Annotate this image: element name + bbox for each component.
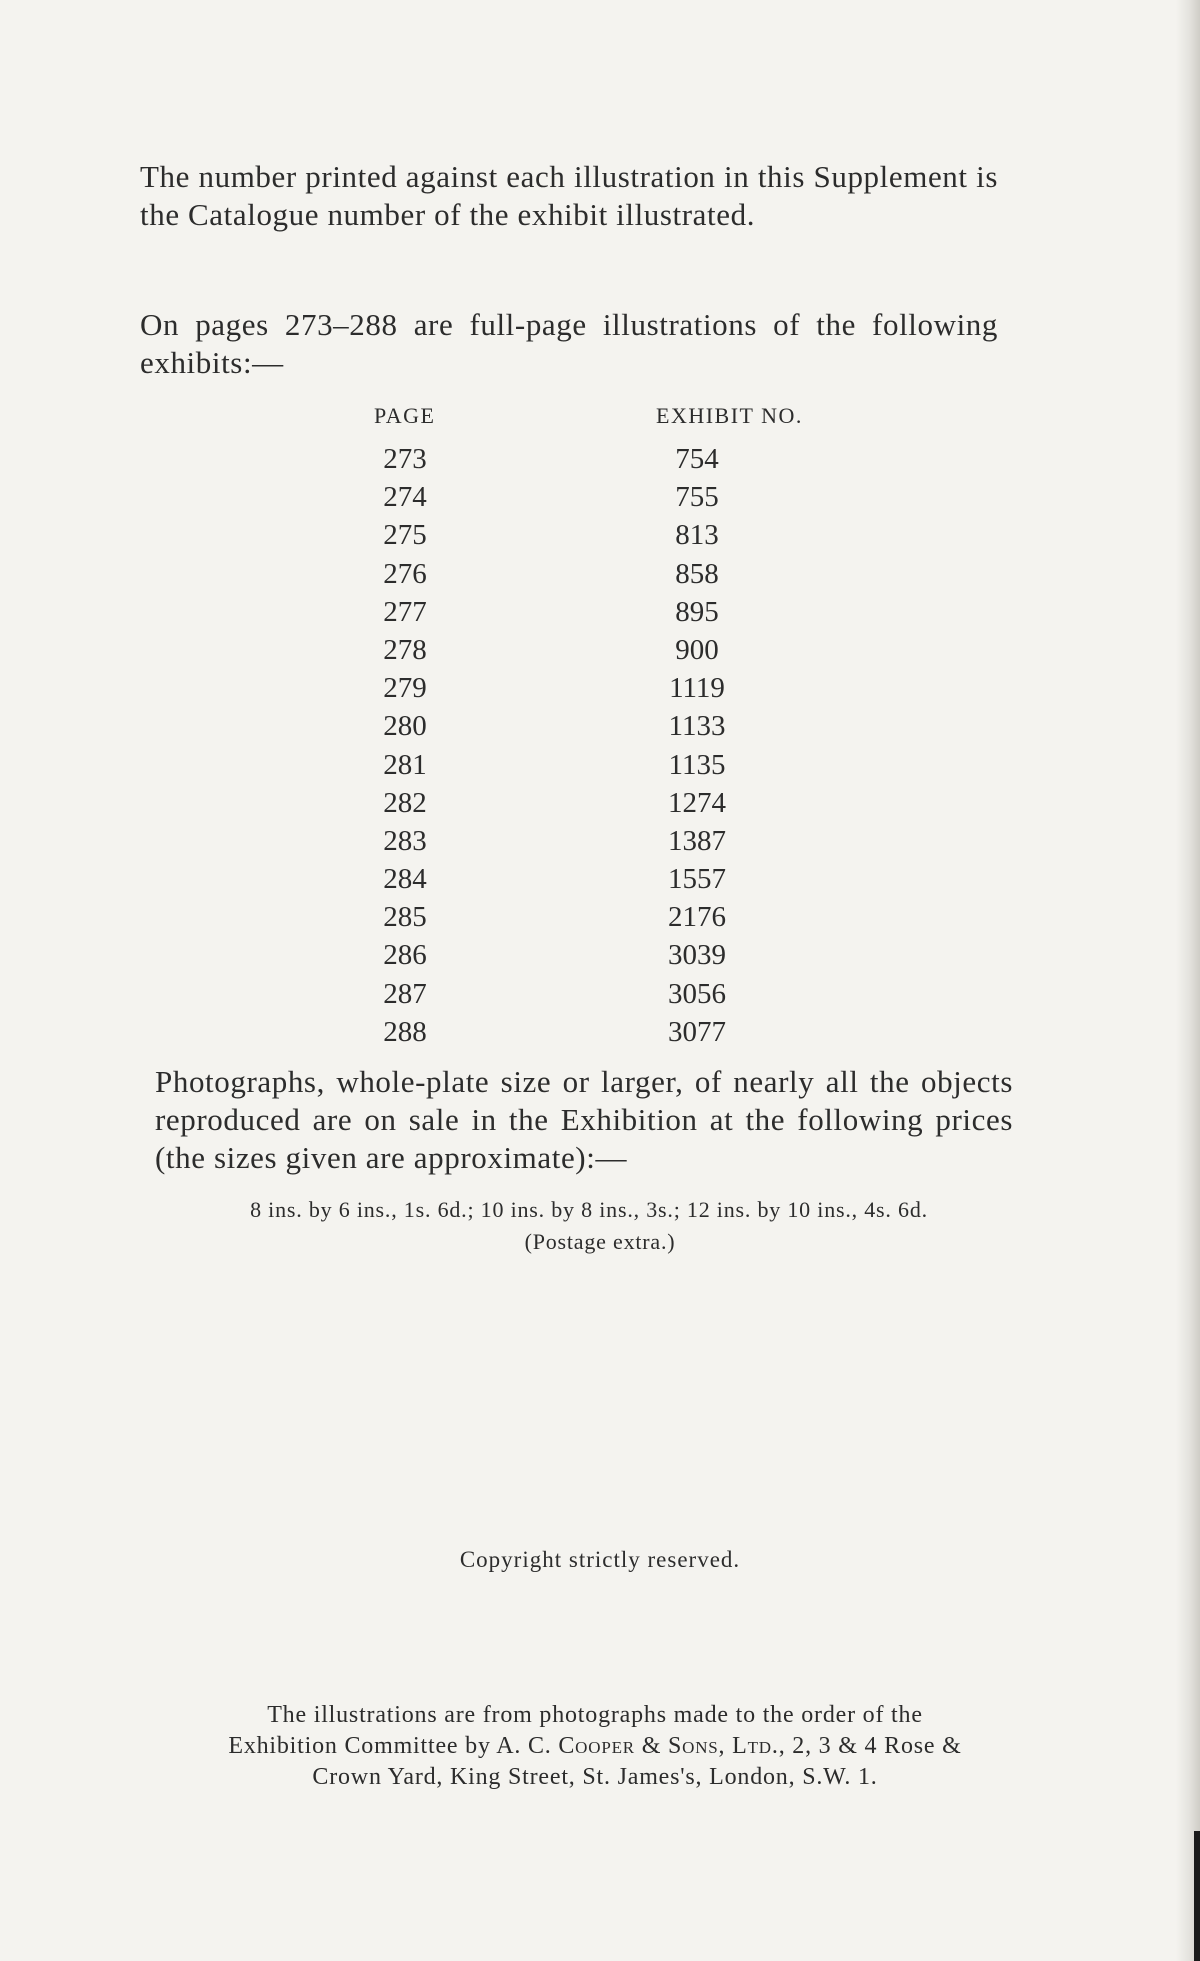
pages-note-paragraph: On pages 273–288 are full-page illustrations of the following exhibits:— <box>140 307 998 380</box>
credits-line-2 <box>165 1731 1025 1762</box>
table-row <box>300 707 860 745</box>
table-row <box>300 1013 860 1051</box>
credits-ltd: Ltd. <box>732 1733 779 1759</box>
exhibit-number: 1557 <box>668 863 726 896</box>
table-row <box>300 936 860 974</box>
exhibit-number: 858 <box>675 557 719 590</box>
exhibit-number: 1274 <box>668 786 726 819</box>
table-row <box>300 746 860 784</box>
table-row <box>300 440 860 478</box>
exhibit-number: 2176 <box>668 901 726 934</box>
credits-line-1: The illustrations are from photographs made to the order of the <box>267 1702 923 1728</box>
page-number: 278 <box>383 633 427 666</box>
page-number: 283 <box>383 824 427 857</box>
exhibit-number: 755 <box>675 481 719 514</box>
credits-ampersand: & <box>634 1733 668 1759</box>
credits-line-2-end: , 2, 3 & 4 Rose & <box>778 1733 962 1759</box>
page-number: 279 <box>383 672 427 705</box>
table-row <box>300 516 860 554</box>
page-number: 276 <box>383 557 427 590</box>
price-list: 8 ins. by 6 ins., 1s. 6d.; 10 ins. by 8 ins., 3s.; 12 ins. by 10 ins., 4s. 6d. <box>250 1197 928 1222</box>
page-number: 287 <box>383 977 427 1010</box>
exhibit-table <box>300 440 860 1051</box>
page-edge-shadow <box>1176 0 1200 1961</box>
table-row <box>300 669 860 707</box>
exhibit-number: 1119 <box>669 672 725 705</box>
page-number: 288 <box>383 1015 427 1048</box>
photographs-paragraph: Photographs, whole-plate size or larger, of nearly all the objects reproduced are on sale in the Exhibition at the following prices (the sizes given are approximate):— <box>155 1064 1013 1175</box>
copyright-notice: Copyright strictly reserved. <box>459 1547 741 1572</box>
page-number: 281 <box>383 748 427 781</box>
table-row <box>300 631 860 669</box>
page-number: 286 <box>383 939 427 972</box>
table-row <box>300 975 860 1013</box>
intro-paragraph: The number printed against each illustration in this Supplement is the Catalogue number of the exhibit illustrated. <box>140 159 998 232</box>
photo-credits <box>165 1700 1025 1793</box>
table-row <box>300 555 860 593</box>
exhibit-number: 813 <box>675 519 719 552</box>
page-number: 274 <box>383 481 427 514</box>
credits-sons: Sons <box>667 1733 719 1759</box>
exhibit-number: 895 <box>675 595 719 628</box>
table-header-exhibit: EXHIBIT NO. <box>656 403 803 428</box>
table-row <box>300 478 860 516</box>
exhibit-number: 1387 <box>668 824 726 857</box>
exhibit-number: 900 <box>675 633 719 666</box>
page-number: 284 <box>383 863 427 896</box>
exhibit-number: 1135 <box>668 748 726 781</box>
table-row <box>300 784 860 822</box>
exhibit-number: 3056 <box>668 977 726 1010</box>
page-number: 273 <box>383 443 427 475</box>
page-number: 285 <box>383 901 427 934</box>
credits-comma: , <box>718 1733 733 1759</box>
table-row <box>300 593 860 631</box>
page-number: 277 <box>383 595 427 628</box>
page-number: 280 <box>383 710 427 743</box>
exhibit-number: 3039 <box>668 939 726 972</box>
postage-note: (Postage extra.) <box>524 1229 676 1254</box>
page-number: 275 <box>383 519 427 552</box>
exhibit-number: 754 <box>675 443 719 475</box>
credits-cooper: Cooper <box>558 1733 635 1759</box>
table-row <box>300 822 860 860</box>
credits-line-3: Crown Yard, King Street, St. James's, London, S.W. 1. <box>312 1764 878 1790</box>
exhibit-number: 3077 <box>668 1015 726 1048</box>
table-header-page: PAGE <box>374 403 436 428</box>
page-corner-binding <box>1194 1831 1200 1961</box>
table-row <box>300 860 860 898</box>
credits-line-2-start: Exhibition Committee by A. C. <box>228 1733 559 1759</box>
table-row <box>300 898 860 936</box>
exhibit-number: 1133 <box>668 710 726 743</box>
page-number: 282 <box>383 786 427 819</box>
